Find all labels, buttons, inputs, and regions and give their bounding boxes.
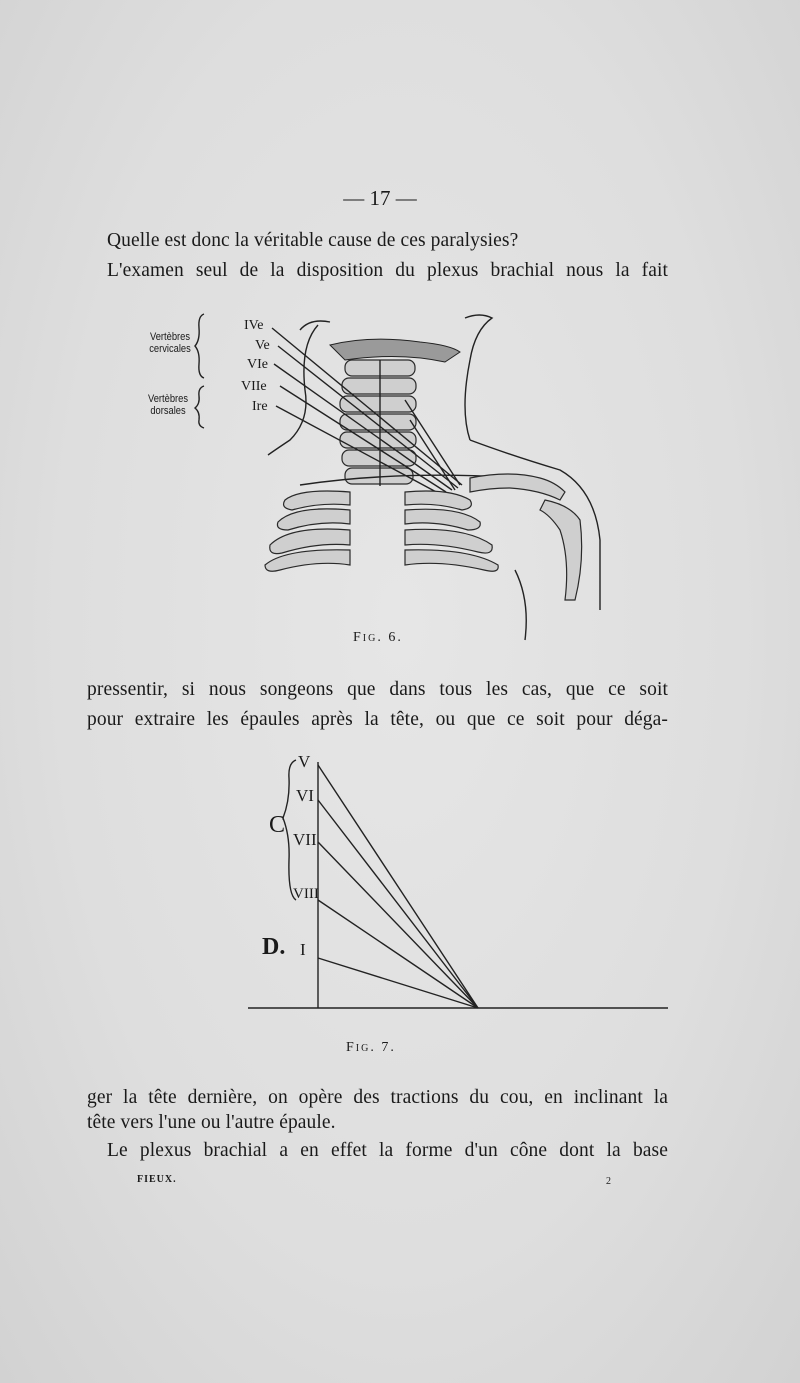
label-vertebres-cervicales: Vertèbres cervicales — [149, 331, 191, 355]
vertebra-label-iv: IVe — [244, 318, 264, 333]
vertebra-label-v: Ve — [255, 338, 270, 353]
text-line-3: pressentir, si nous songeons que dans tous les cas, que ce soit — [87, 679, 668, 700]
group-label-d: D. — [262, 934, 286, 960]
text-line-6: tête vers l'une ou l'autre épaule. — [87, 1112, 336, 1133]
text-line-7: Le plexus brachial a en effet la forme d'un cône dont la base — [107, 1140, 668, 1161]
text-line-1: Quelle est donc la véritable cause de ces paralysies? — [107, 230, 519, 251]
vertebra-label-i: Ire — [252, 399, 268, 414]
root-label-vi: VI — [296, 786, 314, 805]
root-label-i: I — [300, 940, 306, 959]
text-line-4: pour extraire les épaules après la tête, ou que ce soit pour déga- — [87, 709, 668, 730]
footer-author: FIEUX. — [137, 1174, 177, 1185]
root-label-viii: VIII — [293, 886, 319, 902]
root-label-vii: VII — [293, 830, 317, 849]
cone-lines — [318, 765, 478, 1008]
label-vertebres-dorsales: Vertèbres dorsales — [147, 393, 189, 417]
figure-6-caption: Fig. 6. — [353, 630, 403, 645]
page-number: — 17 — — [343, 186, 417, 210]
text-line-2: L'examen seul de la disposition du plexus brachial nous la fait — [107, 260, 668, 281]
text-line-5: ger la tête dernière, on opère des tractions du cou, en inclinant la — [87, 1087, 668, 1108]
figure-7-caption: Fig. 7. — [346, 1040, 396, 1055]
group-label-c: C — [269, 812, 286, 838]
vertebra-label-vi: VIe — [247, 357, 268, 372]
vertebra-label-vii: VIIe — [241, 379, 267, 394]
footer-signature: 2 — [606, 1176, 611, 1187]
root-label-v: V — [298, 752, 311, 771]
